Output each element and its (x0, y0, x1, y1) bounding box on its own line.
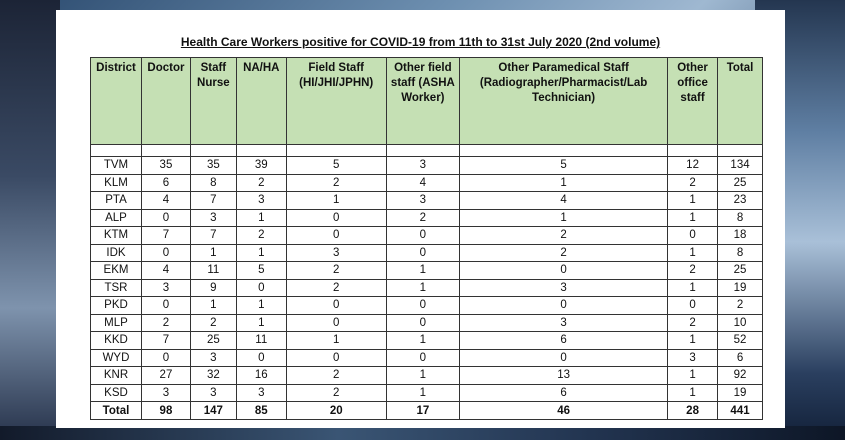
value-cell: 92 (718, 367, 763, 385)
value-cell: 134 (718, 157, 763, 175)
value-cell: 19 (718, 384, 763, 402)
value-cell: 39 (236, 157, 286, 175)
value-cell: 2 (236, 174, 286, 192)
value-cell: 2 (236, 227, 286, 245)
value-cell: 1 (668, 332, 718, 350)
spacer-cell (668, 145, 718, 157)
spacer-cell (386, 145, 459, 157)
value-cell: 0 (141, 297, 190, 315)
district-cell: KSD (91, 384, 142, 402)
value-cell: 0 (141, 349, 190, 367)
background-bottom (0, 426, 845, 440)
value-cell: 6 (718, 349, 763, 367)
table-row (91, 192, 763, 210)
table-row (91, 297, 763, 315)
district-cell: KKD (91, 332, 142, 350)
value-cell: 0 (236, 349, 286, 367)
value-cell: 8 (190, 174, 236, 192)
value-cell: 7 (190, 192, 236, 210)
value-cell: 5 (460, 157, 668, 175)
header-cell: Total (718, 58, 763, 145)
value-cell: 35 (190, 157, 236, 175)
value-cell: 1 (668, 192, 718, 210)
header-cell: Other field staff (ASHA Worker) (386, 58, 459, 145)
value-cell: 2 (460, 227, 668, 245)
value-cell: 1 (460, 209, 668, 227)
value-cell: 6 (460, 332, 668, 350)
value-cell: 1 (236, 314, 286, 332)
value-cell: 0 (386, 349, 459, 367)
data-table (90, 57, 763, 420)
table-row (91, 227, 763, 245)
value-cell: 1 (386, 279, 459, 297)
district-cell: KTM (91, 227, 142, 245)
value-cell: 2 (668, 174, 718, 192)
value-cell: 0 (386, 314, 459, 332)
value-cell: 0 (286, 349, 386, 367)
spacer-cell (91, 145, 142, 157)
value-cell: 85 (236, 402, 286, 420)
value-cell: 32 (190, 367, 236, 385)
value-cell: 25 (190, 332, 236, 350)
value-cell: 6 (141, 174, 190, 192)
value-cell: 4 (141, 262, 190, 280)
spacer-cell (286, 145, 386, 157)
value-cell: 3 (190, 209, 236, 227)
value-cell: 10 (718, 314, 763, 332)
value-cell: 9 (190, 279, 236, 297)
value-cell: 0 (386, 244, 459, 262)
district-cell: TSR (91, 279, 142, 297)
district-cell: KLM (91, 174, 142, 192)
value-cell: 1 (386, 332, 459, 350)
table-row (91, 209, 763, 227)
value-cell: 2 (668, 262, 718, 280)
value-cell: 3 (386, 157, 459, 175)
spacer-cell (718, 145, 763, 157)
value-cell: 7 (141, 332, 190, 350)
value-cell: 1 (668, 244, 718, 262)
table-title: Health Care Workers positive for COVID-19 from 11th to 31st July 2020 (2nd volume) (180, 35, 661, 49)
value-cell: 13 (460, 367, 668, 385)
value-cell: 2 (190, 314, 236, 332)
value-cell: 2 (286, 367, 386, 385)
value-cell: 1 (668, 209, 718, 227)
value-cell: 11 (236, 332, 286, 350)
value-cell: 0 (141, 244, 190, 262)
value-cell: 3 (460, 279, 668, 297)
value-cell: 3 (190, 384, 236, 402)
value-cell: 1 (190, 244, 236, 262)
value-cell: 3 (668, 349, 718, 367)
value-cell: 0 (236, 279, 286, 297)
district-cell: Total (91, 402, 142, 420)
table-row (91, 314, 763, 332)
value-cell: 2 (668, 314, 718, 332)
spacer-cell (236, 145, 286, 157)
district-cell: WYD (91, 349, 142, 367)
value-cell: 1 (668, 279, 718, 297)
value-cell: 25 (718, 174, 763, 192)
value-cell: 20 (286, 402, 386, 420)
district-cell: ALP (91, 209, 142, 227)
value-cell: 28 (668, 402, 718, 420)
value-cell: 1 (386, 367, 459, 385)
district-cell: KNR (91, 367, 142, 385)
value-cell: 18 (718, 227, 763, 245)
value-cell: 16 (236, 367, 286, 385)
value-cell: 0 (386, 297, 459, 315)
spacer-cell (190, 145, 236, 157)
value-cell: 0 (460, 349, 668, 367)
value-cell: 4 (386, 174, 459, 192)
header-cell: Field Staff (HI/JHI/JPHN) (286, 58, 386, 145)
value-cell: 0 (668, 297, 718, 315)
value-cell: 0 (460, 297, 668, 315)
value-cell: 0 (141, 209, 190, 227)
header-cell: Doctor (141, 58, 190, 145)
value-cell: 23 (718, 192, 763, 210)
value-cell: 35 (141, 157, 190, 175)
table-row (91, 157, 763, 175)
district-cell: MLP (91, 314, 142, 332)
value-cell: 3 (460, 314, 668, 332)
value-cell: 4 (460, 192, 668, 210)
value-cell: 0 (386, 227, 459, 245)
value-cell: 27 (141, 367, 190, 385)
value-cell: 1 (236, 209, 286, 227)
table-row (91, 262, 763, 280)
table-row (91, 349, 763, 367)
value-cell: 2 (286, 262, 386, 280)
value-cell: 3 (141, 279, 190, 297)
value-cell: 147 (190, 402, 236, 420)
value-cell: 2 (286, 384, 386, 402)
value-cell: 4 (141, 192, 190, 210)
value-cell: 2 (460, 244, 668, 262)
value-cell: 5 (286, 157, 386, 175)
table-row (91, 367, 763, 385)
value-cell: 1 (286, 192, 386, 210)
value-cell: 8 (718, 244, 763, 262)
spacer-cell (141, 145, 190, 157)
header-cell: Staff Nurse (190, 58, 236, 145)
value-cell: 441 (718, 402, 763, 420)
table-row (91, 384, 763, 402)
district-cell: PKD (91, 297, 142, 315)
spacer-row (91, 145, 763, 157)
value-cell: 1 (386, 384, 459, 402)
table-row (91, 174, 763, 192)
district-cell: IDK (91, 244, 142, 262)
value-cell: 3 (236, 192, 286, 210)
district-cell: TVM (91, 157, 142, 175)
table-row (91, 244, 763, 262)
value-cell: 8 (718, 209, 763, 227)
value-cell: 52 (718, 332, 763, 350)
header-cell: NA/HA (236, 58, 286, 145)
value-cell: 7 (141, 227, 190, 245)
value-cell: 6 (460, 384, 668, 402)
background-left (0, 0, 60, 440)
total-row (91, 402, 763, 420)
value-cell: 3 (236, 384, 286, 402)
value-cell: 2 (141, 314, 190, 332)
value-cell: 1 (190, 297, 236, 315)
value-cell: 12 (668, 157, 718, 175)
value-cell: 3 (141, 384, 190, 402)
value-cell: 1 (236, 244, 286, 262)
value-cell: 25 (718, 262, 763, 280)
table-row (91, 332, 763, 350)
value-cell: 2 (286, 174, 386, 192)
value-cell: 1 (668, 367, 718, 385)
district-cell: EKM (91, 262, 142, 280)
value-cell: 5 (236, 262, 286, 280)
value-cell: 1 (460, 174, 668, 192)
header-row (91, 58, 763, 145)
value-cell: 3 (386, 192, 459, 210)
value-cell: 2 (286, 279, 386, 297)
value-cell: 17 (386, 402, 459, 420)
value-cell: 19 (718, 279, 763, 297)
value-cell: 11 (190, 262, 236, 280)
header-cell: District (91, 58, 142, 145)
value-cell: 0 (286, 227, 386, 245)
header-cell: Other office staff (668, 58, 718, 145)
value-cell: 1 (668, 384, 718, 402)
value-cell: 0 (286, 209, 386, 227)
value-cell: 1 (286, 332, 386, 350)
spacer-cell (460, 145, 668, 157)
header-cell: Other Paramedical Staff (Radiographer/Pharmacist/Lab Technician) (460, 58, 668, 145)
value-cell: 1 (386, 262, 459, 280)
document-sheet (56, 10, 785, 428)
district-cell: PTA (91, 192, 142, 210)
value-cell: 3 (190, 349, 236, 367)
value-cell: 2 (718, 297, 763, 315)
value-cell: 46 (460, 402, 668, 420)
table-row (91, 279, 763, 297)
value-cell: 0 (286, 314, 386, 332)
value-cell: 3 (286, 244, 386, 262)
value-cell: 98 (141, 402, 190, 420)
value-cell: 1 (236, 297, 286, 315)
value-cell: 7 (190, 227, 236, 245)
value-cell: 0 (286, 297, 386, 315)
value-cell: 0 (668, 227, 718, 245)
value-cell: 2 (386, 209, 459, 227)
value-cell: 0 (460, 262, 668, 280)
